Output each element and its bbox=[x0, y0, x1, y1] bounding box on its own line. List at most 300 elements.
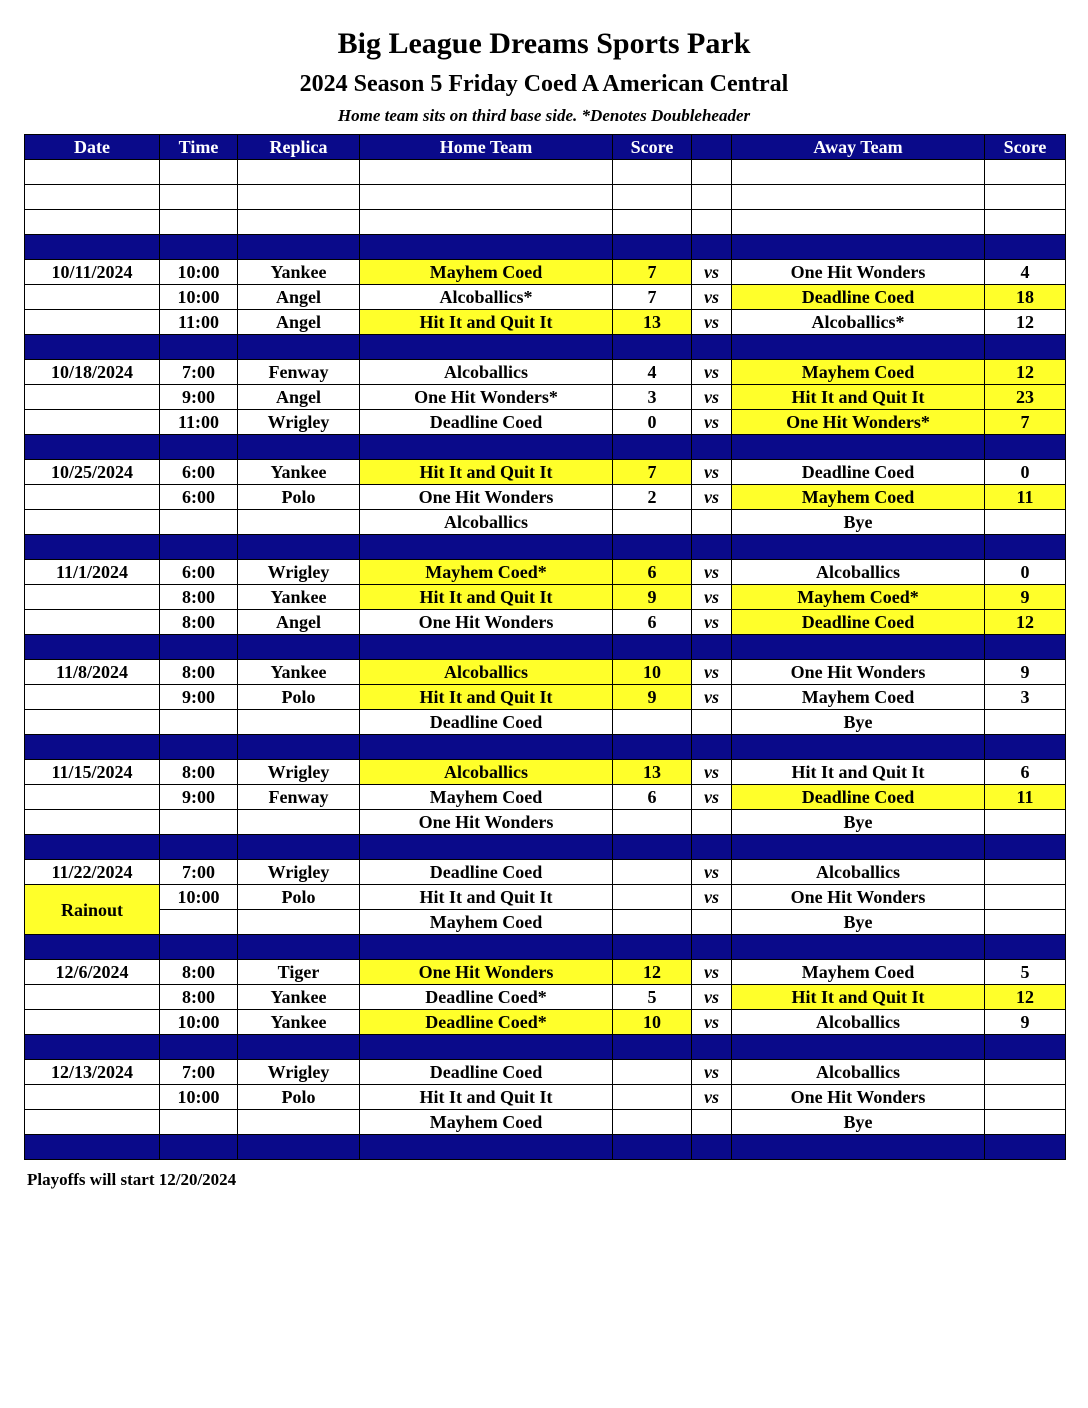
separator-cell bbox=[160, 835, 238, 860]
vs-cell: vs bbox=[692, 460, 732, 485]
away-score-cell: 0 bbox=[985, 560, 1066, 585]
home-score-cell: 0 bbox=[613, 410, 692, 435]
vs-cell: vs bbox=[692, 410, 732, 435]
game-row bbox=[25, 710, 1066, 735]
separator-cell bbox=[25, 435, 160, 460]
replica-cell: Yankee bbox=[238, 585, 360, 610]
separator-cell bbox=[613, 835, 692, 860]
away-team-cell: Bye bbox=[732, 710, 985, 735]
blank-cell bbox=[732, 160, 985, 185]
away-team-cell: Deadline Coed bbox=[732, 610, 985, 635]
date-cell bbox=[25, 1010, 160, 1035]
away-score-cell bbox=[985, 1085, 1066, 1110]
time-cell: 7:00 bbox=[160, 860, 238, 885]
date-cell bbox=[25, 610, 160, 635]
vs-cell: vs bbox=[692, 885, 732, 910]
separator-cell bbox=[985, 735, 1066, 760]
replica-cell: Angel bbox=[238, 310, 360, 335]
away-team-cell: Alcoballics bbox=[732, 1010, 985, 1035]
col-header-replica: Replica bbox=[238, 135, 360, 160]
replica-cell: Fenway bbox=[238, 785, 360, 810]
time-cell: 11:00 bbox=[160, 410, 238, 435]
separator-cell bbox=[613, 735, 692, 760]
blank-cell bbox=[732, 210, 985, 235]
separator-cell bbox=[238, 635, 360, 660]
away-team-cell: Alcoballics bbox=[732, 860, 985, 885]
replica-cell: Yankee bbox=[238, 460, 360, 485]
replica-cell: Polo bbox=[238, 885, 360, 910]
home-score-cell: 12 bbox=[613, 960, 692, 985]
vs-cell bbox=[692, 710, 732, 735]
game-row bbox=[25, 560, 1066, 585]
game-row bbox=[25, 985, 1066, 1010]
home-team-cell: One Hit Wonders bbox=[360, 810, 613, 835]
game-row bbox=[25, 510, 1066, 535]
time-cell: 7:00 bbox=[160, 1060, 238, 1085]
away-score-cell: 7 bbox=[985, 410, 1066, 435]
replica-cell: Polo bbox=[238, 1085, 360, 1110]
away-team-cell: Hit It and Quit It bbox=[732, 985, 985, 1010]
away-score-cell: 9 bbox=[985, 660, 1066, 685]
separator-cell bbox=[160, 635, 238, 660]
blank-cell bbox=[985, 160, 1066, 185]
separator-cell bbox=[25, 1035, 160, 1060]
game-row bbox=[25, 660, 1066, 685]
date-cell bbox=[25, 310, 160, 335]
separator-cell bbox=[238, 235, 360, 260]
home-team-cell: Deadline Coed bbox=[360, 1060, 613, 1085]
home-score-cell bbox=[613, 1110, 692, 1135]
blank-cell bbox=[692, 160, 732, 185]
away-score-cell: 11 bbox=[985, 485, 1066, 510]
replica-cell: Wrigley bbox=[238, 860, 360, 885]
home-team-cell: Alcoballics bbox=[360, 510, 613, 535]
week-separator-row bbox=[25, 535, 1066, 560]
away-team-cell: Mayhem Coed bbox=[732, 960, 985, 985]
game-row bbox=[25, 910, 1066, 935]
separator-cell bbox=[238, 335, 360, 360]
separator-cell bbox=[985, 335, 1066, 360]
away-score-cell bbox=[985, 1060, 1066, 1085]
date-cell bbox=[25, 285, 160, 310]
blank-cell bbox=[360, 185, 613, 210]
replica-cell: Angel bbox=[238, 285, 360, 310]
date-cell bbox=[25, 1085, 160, 1110]
vs-cell: vs bbox=[692, 585, 732, 610]
separator-cell bbox=[160, 335, 238, 360]
time-cell bbox=[160, 710, 238, 735]
header-row bbox=[25, 135, 1066, 160]
replica-cell: Wrigley bbox=[238, 1060, 360, 1085]
vs-cell: vs bbox=[692, 1085, 732, 1110]
away-team-cell: One Hit Wonders bbox=[732, 885, 985, 910]
date-cell bbox=[25, 685, 160, 710]
replica-cell: Wrigley bbox=[238, 410, 360, 435]
away-team-cell: Alcoballics bbox=[732, 560, 985, 585]
home-team-cell: Alcoballics* bbox=[360, 285, 613, 310]
blank-cell bbox=[25, 185, 160, 210]
separator-cell bbox=[360, 835, 613, 860]
home-team-cell: Hit It and Quit It bbox=[360, 585, 613, 610]
game-row bbox=[25, 960, 1066, 985]
week-separator-row bbox=[25, 835, 1066, 860]
away-score-cell bbox=[985, 810, 1066, 835]
schedule-body bbox=[25, 160, 1066, 1160]
time-cell: 9:00 bbox=[160, 385, 238, 410]
separator-cell bbox=[25, 235, 160, 260]
date-cell bbox=[25, 510, 160, 535]
home-team-cell: Mayhem Coed* bbox=[360, 560, 613, 585]
vs-cell: vs bbox=[692, 660, 732, 685]
blank-row bbox=[25, 160, 1066, 185]
home-team-cell: Mayhem Coed bbox=[360, 1110, 613, 1135]
home-team-cell: Deadline Coed bbox=[360, 710, 613, 735]
game-row bbox=[25, 310, 1066, 335]
vs-cell: vs bbox=[692, 685, 732, 710]
time-cell: 10:00 bbox=[160, 885, 238, 910]
away-score-cell: 5 bbox=[985, 960, 1066, 985]
away-score-cell: 12 bbox=[985, 310, 1066, 335]
away-score-cell: 3 bbox=[985, 685, 1066, 710]
separator-cell bbox=[613, 235, 692, 260]
blank-cell bbox=[360, 160, 613, 185]
separator-cell bbox=[360, 635, 613, 660]
away-team-cell: Bye bbox=[732, 510, 985, 535]
blank-cell bbox=[238, 185, 360, 210]
replica-cell: Yankee bbox=[238, 985, 360, 1010]
week-separator-row bbox=[25, 735, 1066, 760]
home-team-cell: Alcoballics bbox=[360, 660, 613, 685]
time-cell: 8:00 bbox=[160, 760, 238, 785]
home-team-cell: Hit It and Quit It bbox=[360, 1085, 613, 1110]
home-team-cell: One Hit Wonders bbox=[360, 960, 613, 985]
game-row bbox=[25, 285, 1066, 310]
col-header-home-score: Score bbox=[613, 135, 692, 160]
vs-cell: vs bbox=[692, 760, 732, 785]
home-team-cell: Hit It and Quit It bbox=[360, 685, 613, 710]
away-team-cell: Deadline Coed bbox=[732, 285, 985, 310]
away-team-cell: One Hit Wonders bbox=[732, 660, 985, 685]
away-team-cell: One Hit Wonders bbox=[732, 260, 985, 285]
separator-cell bbox=[360, 935, 613, 960]
away-team-cell: One Hit Wonders bbox=[732, 1085, 985, 1110]
col-header-time: Time bbox=[160, 135, 238, 160]
blank-cell bbox=[25, 160, 160, 185]
game-row bbox=[25, 760, 1066, 785]
game-row bbox=[25, 410, 1066, 435]
vs-cell bbox=[692, 1110, 732, 1135]
away-team-cell: Mayhem Coed bbox=[732, 685, 985, 710]
vs-cell: vs bbox=[692, 785, 732, 810]
away-team-cell: Hit It and Quit It bbox=[732, 760, 985, 785]
time-cell: 10:00 bbox=[160, 285, 238, 310]
time-cell bbox=[160, 510, 238, 535]
separator-cell bbox=[732, 335, 985, 360]
separator-cell bbox=[692, 935, 732, 960]
away-team-cell: One Hit Wonders* bbox=[732, 410, 985, 435]
home-team-cell: Hit It and Quit It bbox=[360, 310, 613, 335]
replica-cell: Yankee bbox=[238, 660, 360, 685]
replica-cell: Wrigley bbox=[238, 760, 360, 785]
home-team-cell: One Hit Wonders bbox=[360, 610, 613, 635]
col-header-vs bbox=[692, 135, 732, 160]
replica-cell bbox=[238, 710, 360, 735]
separator-cell bbox=[613, 435, 692, 460]
vs-cell: vs bbox=[692, 385, 732, 410]
vs-cell bbox=[692, 510, 732, 535]
blank-cell bbox=[692, 210, 732, 235]
date-cell: 10/25/2024 bbox=[25, 460, 160, 485]
time-cell: 10:00 bbox=[160, 260, 238, 285]
time-cell: 8:00 bbox=[160, 960, 238, 985]
vs-cell: vs bbox=[692, 1010, 732, 1035]
separator-cell bbox=[613, 1035, 692, 1060]
vs-cell: vs bbox=[692, 310, 732, 335]
week-separator-row bbox=[25, 1135, 1066, 1160]
home-score-cell bbox=[613, 1085, 692, 1110]
date-cell: 12/6/2024 bbox=[25, 960, 160, 985]
home-score-cell bbox=[613, 710, 692, 735]
week-separator-row bbox=[25, 635, 1066, 660]
separator-cell bbox=[732, 935, 985, 960]
away-score-cell bbox=[985, 860, 1066, 885]
home-score-cell: 7 bbox=[613, 285, 692, 310]
away-team-cell: Mayhem Coed* bbox=[732, 585, 985, 610]
home-score-cell bbox=[613, 810, 692, 835]
separator-cell bbox=[732, 235, 985, 260]
separator-cell bbox=[985, 935, 1066, 960]
separator-cell bbox=[360, 735, 613, 760]
separator-cell bbox=[25, 835, 160, 860]
vs-cell bbox=[692, 910, 732, 935]
replica-cell: Polo bbox=[238, 685, 360, 710]
date-cell bbox=[25, 710, 160, 735]
week-separator-row bbox=[25, 435, 1066, 460]
home-score-cell: 9 bbox=[613, 585, 692, 610]
date-cell: 10/11/2024 bbox=[25, 260, 160, 285]
game-row bbox=[25, 860, 1066, 885]
replica-cell bbox=[238, 910, 360, 935]
home-team-cell: Deadline Coed* bbox=[360, 1010, 613, 1035]
separator-cell bbox=[692, 635, 732, 660]
separator-cell bbox=[360, 1035, 613, 1060]
col-header-home-team: Home Team bbox=[360, 135, 613, 160]
separator-cell bbox=[613, 335, 692, 360]
home-score-cell bbox=[613, 910, 692, 935]
separator-cell bbox=[160, 735, 238, 760]
time-cell: 6:00 bbox=[160, 485, 238, 510]
away-score-cell: 6 bbox=[985, 760, 1066, 785]
separator-cell bbox=[360, 435, 613, 460]
blank-cell bbox=[360, 210, 613, 235]
away-score-cell bbox=[985, 710, 1066, 735]
game-row bbox=[25, 1085, 1066, 1110]
game-row bbox=[25, 810, 1066, 835]
time-cell: 6:00 bbox=[160, 460, 238, 485]
blank-cell bbox=[692, 185, 732, 210]
home-score-cell bbox=[613, 860, 692, 885]
separator-cell bbox=[732, 735, 985, 760]
replica-cell: Tiger bbox=[238, 960, 360, 985]
game-row bbox=[25, 260, 1066, 285]
vs-cell: vs bbox=[692, 610, 732, 635]
time-cell: 11:00 bbox=[160, 310, 238, 335]
date-cell bbox=[25, 485, 160, 510]
home-score-cell bbox=[613, 510, 692, 535]
separator-cell bbox=[985, 1135, 1066, 1160]
vs-cell: vs bbox=[692, 860, 732, 885]
blank-cell bbox=[238, 160, 360, 185]
week-separator-row bbox=[25, 935, 1066, 960]
blank-cell bbox=[613, 185, 692, 210]
separator-cell bbox=[732, 635, 985, 660]
time-cell: 8:00 bbox=[160, 585, 238, 610]
away-score-cell: 0 bbox=[985, 460, 1066, 485]
date-cell bbox=[25, 385, 160, 410]
home-score-cell: 4 bbox=[613, 360, 692, 385]
date-cell bbox=[25, 985, 160, 1010]
away-team-cell: Bye bbox=[732, 910, 985, 935]
schedule-table bbox=[24, 134, 1066, 1160]
time-cell: 9:00 bbox=[160, 785, 238, 810]
time-cell bbox=[160, 1110, 238, 1135]
home-score-cell: 6 bbox=[613, 610, 692, 635]
blank-cell bbox=[160, 185, 238, 210]
game-row bbox=[25, 610, 1066, 635]
separator-cell bbox=[692, 535, 732, 560]
time-cell: 7:00 bbox=[160, 360, 238, 385]
date-cell bbox=[25, 785, 160, 810]
away-score-cell bbox=[985, 1110, 1066, 1135]
replica-cell bbox=[238, 510, 360, 535]
blank-cell bbox=[613, 210, 692, 235]
separator-cell bbox=[238, 935, 360, 960]
time-cell bbox=[160, 910, 238, 935]
blank-cell bbox=[985, 210, 1066, 235]
date-cell bbox=[25, 1110, 160, 1135]
time-cell: 8:00 bbox=[160, 660, 238, 685]
time-cell: 8:00 bbox=[160, 610, 238, 635]
home-score-cell: 6 bbox=[613, 785, 692, 810]
separator-cell bbox=[25, 535, 160, 560]
game-row bbox=[25, 685, 1066, 710]
col-header-away-team: Away Team bbox=[732, 135, 985, 160]
blank-cell bbox=[732, 185, 985, 210]
home-team-cell: Deadline Coed bbox=[360, 860, 613, 885]
away-team-cell: Bye bbox=[732, 810, 985, 835]
away-score-cell: 4 bbox=[985, 260, 1066, 285]
home-team-cell: Mayhem Coed bbox=[360, 785, 613, 810]
home-score-cell: 3 bbox=[613, 385, 692, 410]
separator-cell bbox=[732, 435, 985, 460]
separator-cell bbox=[985, 435, 1066, 460]
game-row bbox=[25, 460, 1066, 485]
page-title: Big League Dreams Sports Park bbox=[337, 27, 751, 60]
replica-cell: Polo bbox=[238, 485, 360, 510]
away-team-cell: Deadline Coed bbox=[732, 785, 985, 810]
separator-cell bbox=[985, 635, 1066, 660]
separator-cell bbox=[160, 1035, 238, 1060]
home-team-cell: One Hit Wonders* bbox=[360, 385, 613, 410]
home-team-cell: Alcoballics bbox=[360, 360, 613, 385]
away-score-cell: 11 bbox=[985, 785, 1066, 810]
week-separator-row bbox=[25, 1035, 1066, 1060]
home-score-cell: 6 bbox=[613, 560, 692, 585]
separator-cell bbox=[613, 935, 692, 960]
home-score-cell: 2 bbox=[613, 485, 692, 510]
date-cell bbox=[25, 410, 160, 435]
home-score-cell: 13 bbox=[613, 310, 692, 335]
home-team-cell: Deadline Coed bbox=[360, 410, 613, 435]
away-score-cell: 12 bbox=[985, 610, 1066, 635]
time-cell: 10:00 bbox=[160, 1010, 238, 1035]
separator-cell bbox=[692, 735, 732, 760]
separator-cell bbox=[360, 535, 613, 560]
home-score-cell: 13 bbox=[613, 760, 692, 785]
vs-cell: vs bbox=[692, 260, 732, 285]
replica-cell bbox=[238, 810, 360, 835]
blank-cell bbox=[238, 210, 360, 235]
season-subtitle: 2024 Season 5 Friday Coed A American Central bbox=[299, 71, 789, 97]
replica-cell: Angel bbox=[238, 385, 360, 410]
separator-cell bbox=[985, 835, 1066, 860]
game-row bbox=[25, 360, 1066, 385]
blank-row bbox=[25, 185, 1066, 210]
separator-cell bbox=[732, 1035, 985, 1060]
game-row bbox=[25, 585, 1066, 610]
separator-cell bbox=[238, 735, 360, 760]
home-score-cell: 5 bbox=[613, 985, 692, 1010]
week-separator-row bbox=[25, 335, 1066, 360]
away-team-cell: Mayhem Coed bbox=[732, 360, 985, 385]
away-score-cell: 12 bbox=[985, 360, 1066, 385]
replica-cell: Yankee bbox=[238, 260, 360, 285]
home-score-cell: 9 bbox=[613, 685, 692, 710]
separator-cell bbox=[160, 435, 238, 460]
separator-cell bbox=[692, 1135, 732, 1160]
blank-row bbox=[25, 210, 1066, 235]
away-team-cell: Bye bbox=[732, 1110, 985, 1135]
away-team-cell: Deadline Coed bbox=[732, 460, 985, 485]
time-cell: 8:00 bbox=[160, 985, 238, 1010]
vs-cell bbox=[692, 810, 732, 835]
home-score-cell: 10 bbox=[613, 660, 692, 685]
vs-cell: vs bbox=[692, 960, 732, 985]
schedule-note: Home team sits on third base side. *Denotes Doubleheader bbox=[337, 106, 751, 125]
replica-cell: Yankee bbox=[238, 1010, 360, 1035]
game-row bbox=[25, 1110, 1066, 1135]
blank-cell bbox=[25, 210, 160, 235]
away-score-cell: 23 bbox=[985, 385, 1066, 410]
away-team-cell: Alcoballics* bbox=[732, 310, 985, 335]
date-cell: 11/1/2024 bbox=[25, 560, 160, 585]
replica-cell bbox=[238, 1110, 360, 1135]
away-score-cell bbox=[985, 510, 1066, 535]
separator-cell bbox=[613, 535, 692, 560]
game-row bbox=[25, 885, 1066, 910]
separator-cell bbox=[25, 935, 160, 960]
separator-cell bbox=[732, 535, 985, 560]
time-cell bbox=[160, 810, 238, 835]
separator-cell bbox=[238, 435, 360, 460]
home-team-cell: Alcoballics bbox=[360, 760, 613, 785]
vs-cell: vs bbox=[692, 285, 732, 310]
separator-cell bbox=[360, 235, 613, 260]
separator-cell bbox=[732, 1135, 985, 1160]
vs-cell: vs bbox=[692, 360, 732, 385]
separator-cell bbox=[692, 835, 732, 860]
separator-cell bbox=[25, 735, 160, 760]
